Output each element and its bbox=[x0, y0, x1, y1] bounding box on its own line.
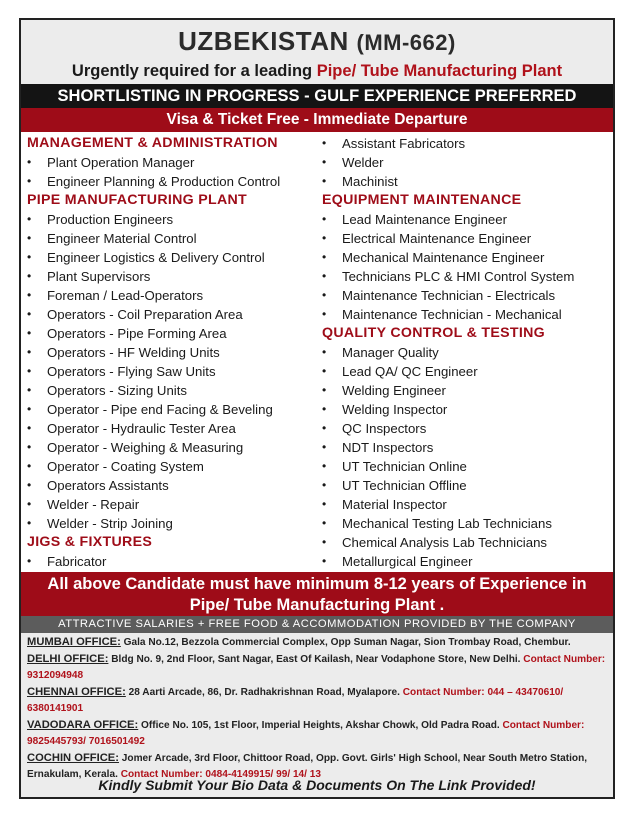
office-name: VADODARA OFFICE: bbox=[27, 719, 139, 731]
equipment-list bbox=[322, 210, 612, 324]
section-title-jigs: JIGS & FIXTURES bbox=[27, 534, 153, 550]
list-item: • Technicians PLC & HMI Control System bbox=[322, 267, 612, 286]
section-title-management: MANAGEMENT & ADMINISTRATION bbox=[27, 135, 278, 151]
list-item: • Welding Inspector bbox=[322, 400, 612, 419]
list-item: • Machinist bbox=[322, 172, 612, 191]
section-title-quality: QUALITY CONTROL & TESTING bbox=[322, 325, 545, 341]
office-name: CHENNAI OFFICE: bbox=[27, 686, 126, 698]
office-entry bbox=[27, 684, 611, 717]
job-advertisement bbox=[19, 18, 615, 799]
list-item: • Operators Assistants bbox=[27, 476, 327, 495]
country-name: UZBEKISTAN bbox=[178, 26, 349, 56]
list-item: • Mechanical Maintenance Engineer bbox=[322, 248, 612, 267]
list-item: • Fabricator bbox=[27, 552, 327, 571]
list-item: • Operators - Flying Saw Units bbox=[27, 362, 327, 381]
list-item: • Operator - Weighing & Measuring bbox=[27, 438, 327, 457]
right-column bbox=[322, 134, 612, 571]
list-item: • Welder - Repair bbox=[27, 495, 327, 514]
list-item: • QC Inspectors bbox=[322, 419, 612, 438]
experience-notice bbox=[21, 572, 613, 616]
list-item: • Material Inspector bbox=[322, 495, 612, 514]
jigs-list bbox=[27, 552, 327, 571]
list-item: • Welder - Strip Joining bbox=[27, 514, 327, 533]
quality-list bbox=[322, 343, 612, 571]
list-item: • Lead QA/ QC Engineer bbox=[322, 362, 612, 381]
management-list bbox=[27, 153, 327, 191]
office-entry bbox=[27, 717, 611, 750]
pipe-plant-list bbox=[27, 210, 327, 533]
shortlisting-text: SHORTLISTING IN PROGRESS bbox=[57, 87, 300, 105]
subtitle-prefix: Urgently required for a leading bbox=[71, 62, 313, 80]
office-contact: Contact Number: 044 – 43470610/ 6380141901 bbox=[27, 687, 564, 714]
left-column bbox=[27, 134, 327, 571]
office-name: COCHIN OFFICE: bbox=[27, 752, 119, 764]
office-contact: Contact Number: 0484-4149915/ 99/ 14/ 13 bbox=[120, 769, 322, 780]
list-item: • Metallurgical Engineer bbox=[322, 552, 612, 571]
office-name: DELHI OFFICE: bbox=[27, 653, 109, 665]
list-item: • Foreman / Lead-Operators bbox=[27, 286, 327, 305]
list-item: • Operator - Pipe end Facing & Beveling bbox=[27, 400, 327, 419]
gulf-text: GULF EXPERIENCE PREFERRED bbox=[314, 87, 577, 105]
subtitle-highlight: Pipe/ Tube Manufacturing Plant bbox=[316, 62, 563, 80]
list-item: • UT Technician Online bbox=[322, 457, 612, 476]
list-item: • Operator - Coating System bbox=[27, 457, 327, 476]
experience-line-2: Pipe/ Tube Manufacturing Plant . bbox=[189, 596, 445, 614]
list-item: • Welding Engineer bbox=[322, 381, 612, 400]
list-item: • Manager Quality bbox=[322, 343, 612, 362]
list-item: • Production Engineers bbox=[27, 210, 327, 229]
list-item: • Engineer Logistics & Delivery Control bbox=[27, 248, 327, 267]
list-item: • Maintenance Technician - Electricals bbox=[322, 286, 612, 305]
list-item: • Welder bbox=[322, 153, 612, 172]
jigs-continued-list bbox=[322, 134, 612, 191]
job-code: (MM-662) bbox=[356, 30, 456, 55]
list-item: • Assistant Fabricators bbox=[322, 134, 612, 153]
office-name: MUMBAI OFFICE: bbox=[27, 636, 121, 648]
office-contact: Contact Number: 9312094948 bbox=[27, 654, 606, 681]
list-item: • Engineer Planning & Production Control bbox=[27, 172, 327, 191]
list-item: • Lead Maintenance Engineer bbox=[322, 210, 612, 229]
list-item: • Operators - Pipe Forming Area bbox=[27, 324, 327, 343]
office-address: Office No. 105, 1st Floor, Imperial Heights, Akshar Chowk, Old Padra Road. bbox=[138, 720, 503, 731]
office-address: Gala No.12, Bezzola Commercial Complex, Opp Suman Nagar, Sion Trombay Road, Chembur. bbox=[120, 637, 571, 648]
list-item: • Maintenance Technician - Mechanical bbox=[322, 305, 612, 324]
section-title-pipe: PIPE MANUFACTURING PLANT bbox=[27, 192, 248, 208]
list-item: • UT Technician Offline bbox=[322, 476, 612, 495]
list-item: • Operators - HF Welding Units bbox=[27, 343, 327, 362]
list-item: • Operators - Coil Preparation Area bbox=[27, 305, 327, 324]
office-address: 28 Aarti Arcade, 86, Dr. Radhakrishnan Road, Myalapore. bbox=[125, 687, 403, 698]
list-item: • Plant Operation Manager bbox=[27, 153, 327, 172]
office-contact: Contact Number: 9825445793/ 7016501492 bbox=[27, 720, 585, 747]
list-item: • Plant Supervisors bbox=[27, 267, 327, 286]
office-addresses bbox=[27, 634, 611, 783]
shortlisting-banner: SHORTLISTING IN PROGRESS - GULF EXPERIENCE PREFERRED bbox=[21, 84, 613, 108]
list-item: • Mechanical Testing Lab Technicians bbox=[322, 514, 612, 533]
office-address: Jomer Arcade, 3rd Floor, Chittoor Road, Opp. Govt. Girls' High School, Near South Metro Station, Ernakulam, Kerala. bbox=[27, 753, 588, 780]
list-item: • Operators - Sizing Units bbox=[27, 381, 327, 400]
list-item: • Electrical Maintenance Engineer bbox=[322, 229, 612, 248]
section-title-equipment: EQUIPMENT MAINTENANCE bbox=[322, 192, 522, 208]
list-item: • Operator - Hydraulic Tester Area bbox=[27, 419, 327, 438]
page-title bbox=[21, 26, 613, 57]
experience-line-1: All above Candidate must have minimum 8-12 years of Experience in bbox=[47, 575, 587, 593]
submit-instruction: Kindly Submit Your Bio Data & Documents On The Link Provided! bbox=[98, 777, 536, 793]
benefits-banner: ATTRACTIVE SALARIES + FREE FOOD & ACCOMMODATION PROVIDED BY THE COMPANY bbox=[21, 616, 613, 633]
office-entry bbox=[27, 634, 611, 651]
list-item: • NDT Inspectors bbox=[322, 438, 612, 457]
positions-list bbox=[21, 132, 613, 572]
office-address: Bldg No. 9, 2nd Floor, Sant Nagar, East Of Kailash, Near Vodaphone Store, New Delhi. bbox=[108, 654, 524, 665]
list-item: • Chemical Analysis Lab Technicians bbox=[322, 533, 612, 552]
visa-banner: Visa & Ticket Free - Immediate Departure bbox=[21, 108, 613, 132]
office-entry bbox=[27, 651, 611, 684]
subtitle bbox=[21, 62, 613, 81]
list-item: • Engineer Material Control bbox=[27, 229, 327, 248]
